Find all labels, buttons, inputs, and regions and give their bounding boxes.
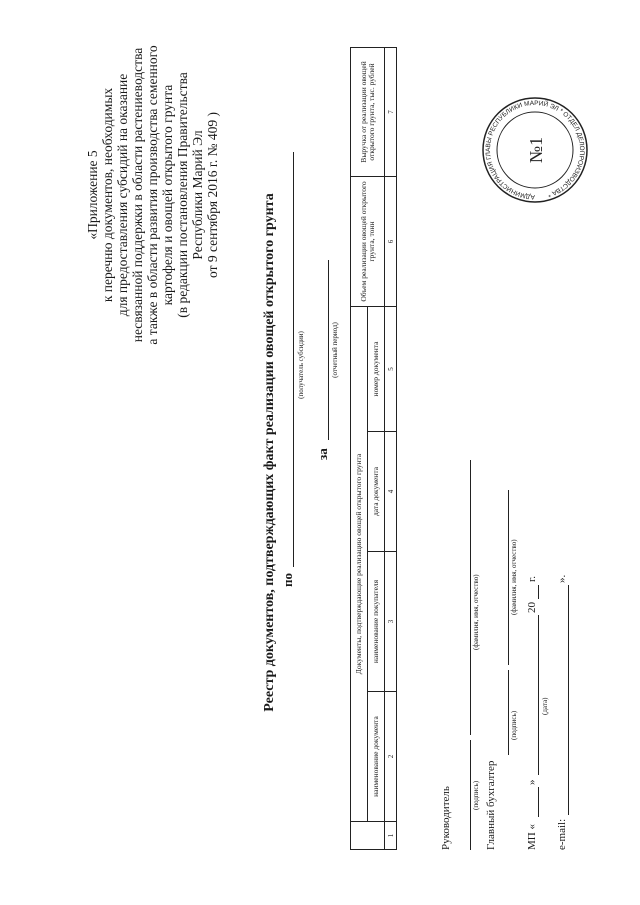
accountant-fio-line [508,490,509,665]
period-line [328,260,329,440]
table-header-cell: номер документа [368,306,385,431]
po-label: по [280,573,295,587]
table-header-row [351,47,368,849]
table-header-cell: дата документа [368,432,385,552]
accountant-fio-caption: (фамилия, имя, отчество) [510,539,518,615]
email-suffix: ». [556,574,568,583]
accountant-sign-line [508,670,509,755]
official-stamp [480,95,590,205]
table-cell: 4 [385,432,397,552]
stamp-number: №1 [526,136,546,164]
appendix-header [85,45,220,345]
table-cell: 2 [385,692,397,822]
table-group-header: Документы, подтверждающие реализацию овощей открытого грунта [351,306,368,821]
year-prefix: 20 [526,602,538,613]
mp-prefix: МП « [526,824,538,850]
table-header-cell: наименование покупателя [368,552,385,692]
register-table [350,47,397,850]
appendix-line: к перечню документов, необходимых [100,87,115,303]
table-header-cell: Объем реализации овощей открытого грунта, тонн [351,176,385,306]
table-number-row [385,47,397,849]
appendix-line: Республики Марий Эл [190,130,205,260]
table-cell: 1 [385,822,397,850]
head-fio-line [470,460,471,735]
za-label: за [315,448,330,460]
period-caption: (отчетный период) [331,322,339,378]
year-suffix: г. [526,575,538,582]
table-header-cell: наименование документа [368,692,385,822]
table-header-cell: Выручка от реализации овощей открытого грунта, тыс. рублей [351,47,385,176]
head-label: Руководитель [440,786,452,850]
appendix-line: (в редакции постановления Правительства [175,72,190,318]
head-fio-caption: (фамилия, имя, отчество) [472,574,480,650]
appendix-line: несвязанной поддержки в области растениеводства [130,47,145,343]
date-caption: (дата) [541,697,549,715]
document-title: Реестр документов, подтверждающих факт реализации овощей открытого грунта [262,193,277,712]
recipient-line [293,152,294,567]
mp-day-line [538,787,539,817]
accountant-label: Главный бухгалтер [485,760,497,850]
email-line [568,585,569,815]
year-line [538,585,539,599]
mp-month-line [538,615,539,775]
table-cell: 5 [385,306,397,431]
mp-quote: » [526,779,538,785]
appendix-line: от 9 сентября 2016 г. № 409 ) [205,112,220,278]
email-label: e-mail: [556,818,568,850]
head-sign-line [470,740,471,850]
head-sign-caption: (подпись) [472,780,480,810]
appendix-line: для предоставления субсидий на оказание [115,73,130,317]
recipient-caption: (получатель субсидии) [297,331,305,399]
appendix-line: картофеля и овощей открытого грунта [160,84,175,306]
appendix-line: а также в области развития производства семенного [145,45,160,345]
stamp-ring-text: АДМИНИСТРАЦИЯ ГЛАВЫ РЕСПУБЛИКИ МАРИЙ ЭЛ * ОТДЕЛ ДЕЛОПРОИЗВОДСТВА * [484,99,586,201]
appendix-line: «Приложение 5 [85,150,100,240]
table-cell: 3 [385,552,397,692]
table-cell: 7 [385,47,397,176]
table-cell [351,822,385,850]
accountant-sign-caption: (подпись) [510,710,518,740]
table-cell: 6 [385,176,397,306]
